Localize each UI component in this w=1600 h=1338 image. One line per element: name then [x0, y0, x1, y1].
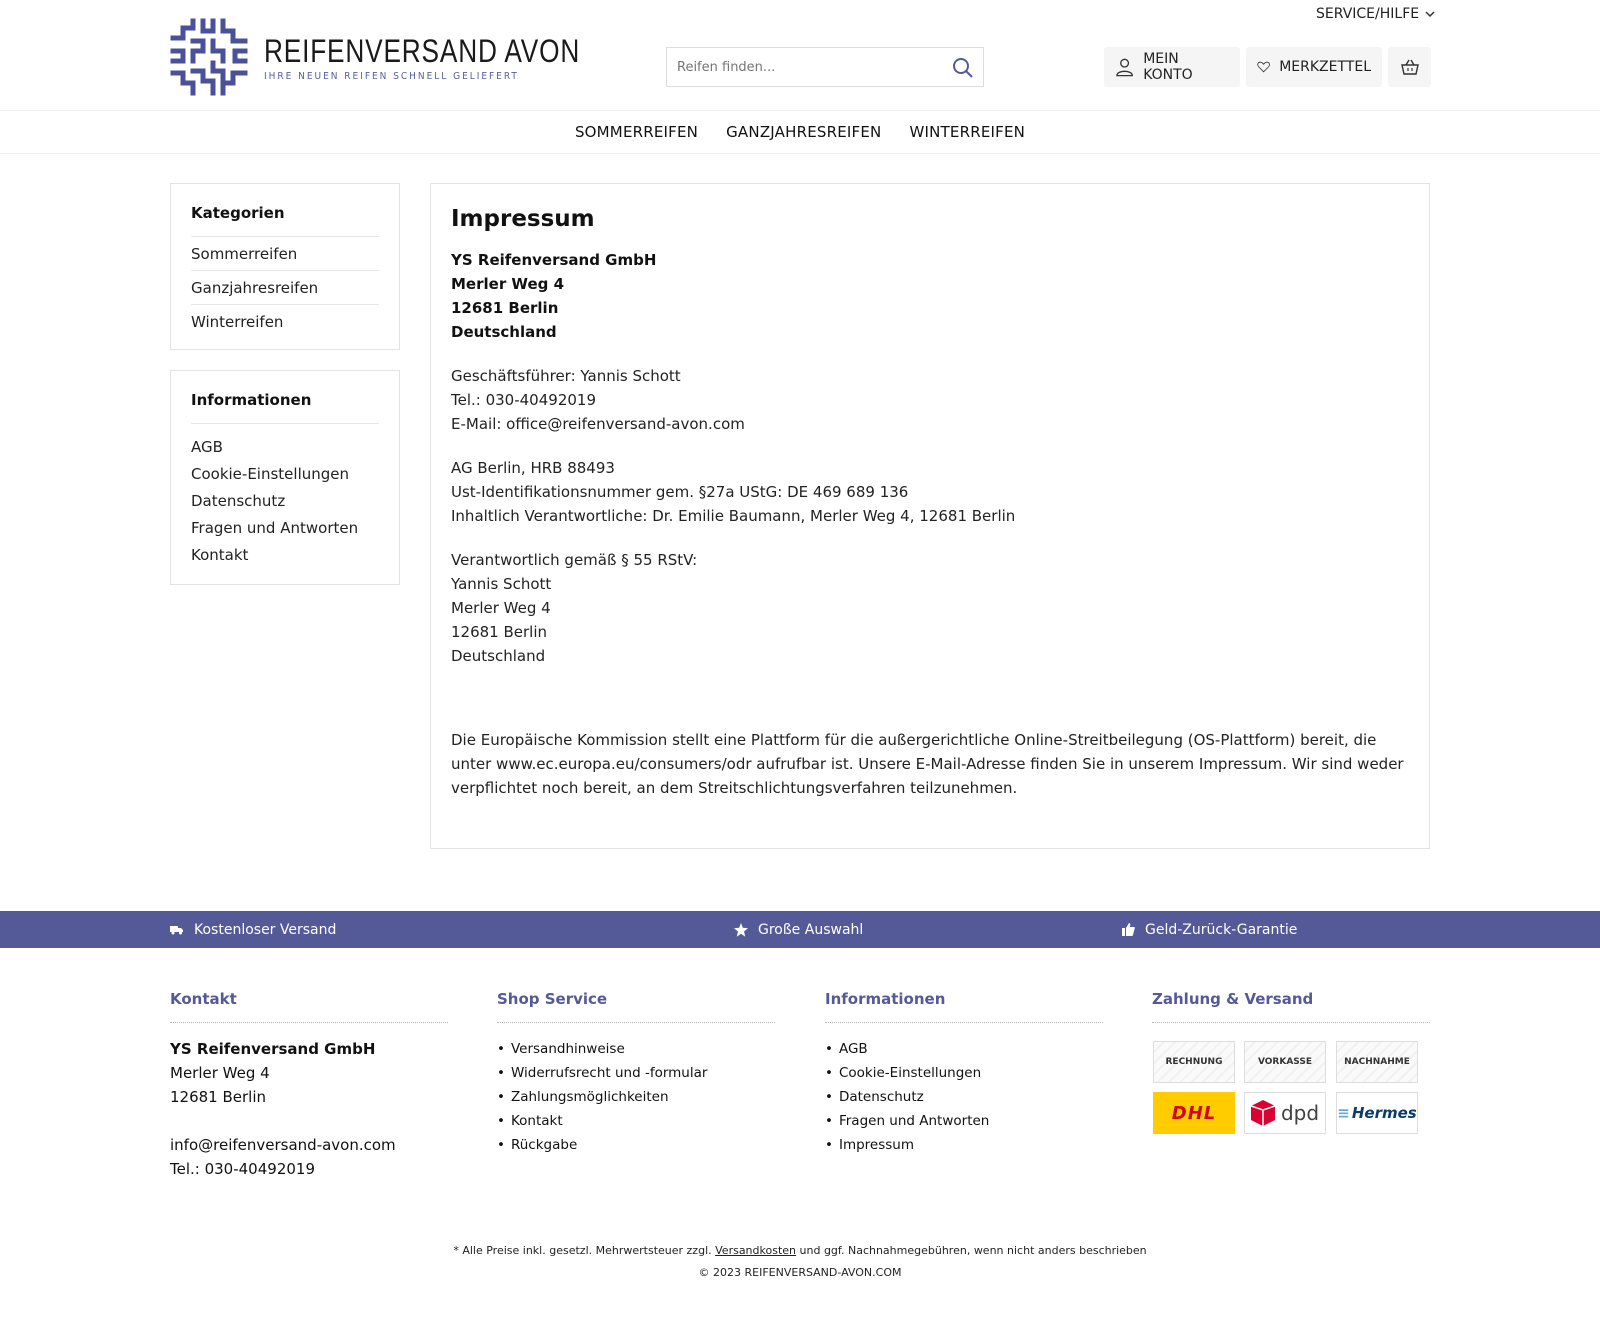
footer-info-title: Informationen — [825, 990, 1103, 1023]
odr-notice: Die Europäische Kommission stellt eine Plattform für die außergerichtliche Online-Streitbeilegung (OS-Plattform) bereit, die unter www.ec.europa.eu/consumers/odr aufrufbar ist. Unsere E-Mail-Adresse finden Sie in unserem Impressum. Wir sind weder verpflichtet noch bereit, an dem Streitschlichtungsverfahren teilzunehmen. — [451, 731, 1404, 797]
heart-icon — [1257, 57, 1270, 77]
logo-maze-icon — [170, 18, 248, 96]
dpd-logo — [1244, 1092, 1326, 1134]
footer-service-title: Shop Service — [497, 990, 775, 1023]
footer-city: 12681 Berlin — [170, 1088, 267, 1106]
footer-email-link[interactable]: info@reifenversand-avon.com — [170, 1136, 396, 1154]
footer-link-datenschutz[interactable]: • Datenschutz — [825, 1085, 1103, 1109]
user-icon — [1115, 57, 1134, 77]
register-info: AG Berlin, HRB 88493 Ust-Identifikationsnummer gem. §27a UStG: DE 469 689 136 Inhaltlich Verantwortliche: Dr. Emilie Baumann, Merler Weg 4, 12681 Berlin — [451, 459, 1016, 525]
basket-icon — [1400, 58, 1420, 76]
management-contact: Geschäftsführer: Yannis Schott Tel.: 030-40492019 E-Mail: office@reifenversand-avon.com — [451, 367, 745, 433]
dhl-logo: DHL — [1153, 1092, 1235, 1134]
footer-link-zahlungsmoeglichkeiten[interactable]: • Zahlungsmöglichkeiten — [497, 1085, 775, 1109]
footer-link-impressum[interactable]: • Impressum — [825, 1133, 1103, 1157]
footer-link-rueckgabe[interactable]: • Rückgabe — [497, 1133, 775, 1157]
information-title: Informationen — [191, 391, 379, 424]
hermes-logo — [1336, 1092, 1418, 1134]
usp-money-back — [1122, 911, 1297, 948]
price-notice: * Alle Preise inkl. gesetzl. Mehrwertsteuer zzgl. Versandkosten und ggf. Nachnahmegebühren, wenn nicht anders beschrieben — [453, 1244, 1147, 1257]
nav-item-winterreifen[interactable]: WINTERREIFEN — [909, 123, 1026, 141]
sidebar-item-agb[interactable]: AGB — [191, 438, 223, 456]
usp-bar — [0, 911, 1600, 948]
footer-link-cookie-settings[interactable]: • Cookie-Einstellungen — [825, 1061, 1103, 1085]
star-icon — [734, 923, 748, 937]
footer-company: YS Reifenversand GmbH — [170, 1040, 376, 1058]
hermes-lines-icon: ≡ — [1337, 1104, 1350, 1122]
usp-label: Kostenloser Versand — [194, 921, 337, 938]
dpd-label: dpd — [1280, 1101, 1320, 1125]
footer-shop-service — [497, 990, 775, 1157]
service-help-label: SERVICE/HILFE — [1316, 6, 1420, 22]
sidebar-information — [170, 370, 400, 585]
usp-label: Geld-Zurück-Garantie — [1145, 921, 1298, 938]
payment-rechnung-logo: RECHNUNG — [1153, 1041, 1235, 1083]
footer-contact-title: Kontakt — [170, 990, 448, 1023]
nav-item-sommerreifen[interactable]: SOMMERREIFEN — [574, 123, 699, 141]
footer-street: Merler Weg 4 — [170, 1064, 270, 1082]
sidebar-item-winterreifen[interactable]: Winterreifen — [191, 304, 379, 338]
thumbs-up-icon — [1122, 923, 1135, 936]
search-box — [666, 47, 984, 87]
sidebar-item-faq[interactable]: Fragen und Antworten — [191, 519, 359, 537]
wishlist-button[interactable] — [1246, 47, 1382, 87]
usp-large-selection — [734, 911, 863, 948]
shipping-costs-link[interactable]: Versandkosten — [715, 1244, 797, 1257]
sidebar-item-datenschutz[interactable]: Datenschutz — [191, 492, 286, 510]
company-address: YS Reifenversand GmbH Merler Weg 4 12681 Berlin Deutschland — [451, 251, 657, 341]
usp-label: Große Auswahl — [758, 921, 864, 938]
service-help-dropdown[interactable] — [1316, 6, 1435, 22]
dpd-cube-icon — [1251, 1100, 1275, 1126]
account-label: MEIN KONTO — [1143, 51, 1193, 83]
cart-button[interactable] — [1388, 47, 1431, 87]
logo[interactable] — [170, 18, 649, 96]
main-navigation — [0, 110, 1600, 154]
usp-free-shipping — [170, 911, 336, 948]
footer-link-widerrufsrecht[interactable]: • Widerrufsrecht und -formular — [497, 1061, 775, 1085]
footer-contact — [170, 990, 448, 1181]
account-button[interactable] — [1104, 47, 1240, 87]
footer-link-kontakt[interactable]: • Kontakt — [497, 1109, 775, 1133]
payment-vorkasse-logo: VORKASSE — [1244, 1041, 1326, 1083]
search-input[interactable] — [677, 60, 937, 75]
footer-link-versandhinweise[interactable]: • Versandhinweise — [497, 1037, 775, 1061]
truck-icon — [170, 925, 184, 935]
footer-payment-shipping — [1152, 990, 1430, 1023]
sidebar-item-kontakt[interactable]: Kontakt — [191, 546, 249, 564]
footer-information — [825, 990, 1103, 1157]
payment-nachnahme-logo: NACHNAHME — [1336, 1041, 1418, 1083]
logo-subtitle: IHRE NEUEN REIFEN SCHNELL GELIEFERT — [264, 70, 519, 82]
hermes-label: Hermes — [1351, 1104, 1417, 1122]
search-icon[interactable] — [951, 56, 975, 80]
sidebar-categories — [170, 183, 400, 350]
footer-phone: Tel.: 030-40492019 — [170, 1160, 315, 1178]
sidebar-item-cookie-settings[interactable]: Cookie-Einstellungen — [191, 465, 350, 483]
footer-payment-title: Zahlung & Versand — [1152, 990, 1430, 1023]
categories-title: Kategorien — [191, 204, 285, 222]
legal-notice — [0, 1240, 1600, 1284]
footer-link-agb[interactable]: • AGB — [825, 1037, 1103, 1061]
footer-link-faq[interactable]: • Fragen und Antworten — [825, 1109, 1103, 1133]
page-title: Impressum — [451, 206, 595, 232]
sidebar-item-sommerreifen[interactable]: Sommerreifen — [191, 236, 379, 270]
sidebar-item-ganzjahresreifen[interactable]: Ganzjahresreifen — [191, 270, 379, 304]
copyright: © 2023 REIFENVERSAND-AVON.COM — [698, 1266, 902, 1279]
nav-item-ganzjahresreifen[interactable]: GANZJAHRESREIFEN — [726, 123, 882, 141]
logo-title: REIFENVERSAND AVON — [264, 32, 581, 69]
wishlist-label: MERKZETTEL — [1279, 59, 1371, 75]
rstv-responsible: Verantwortlich gemäß § 55 RStV: Yannis Schott Merler Weg 4 12681 Berlin Deutschland — [451, 551, 698, 665]
impressum-content — [430, 183, 1430, 849]
chevron-down-icon — [1425, 9, 1435, 19]
